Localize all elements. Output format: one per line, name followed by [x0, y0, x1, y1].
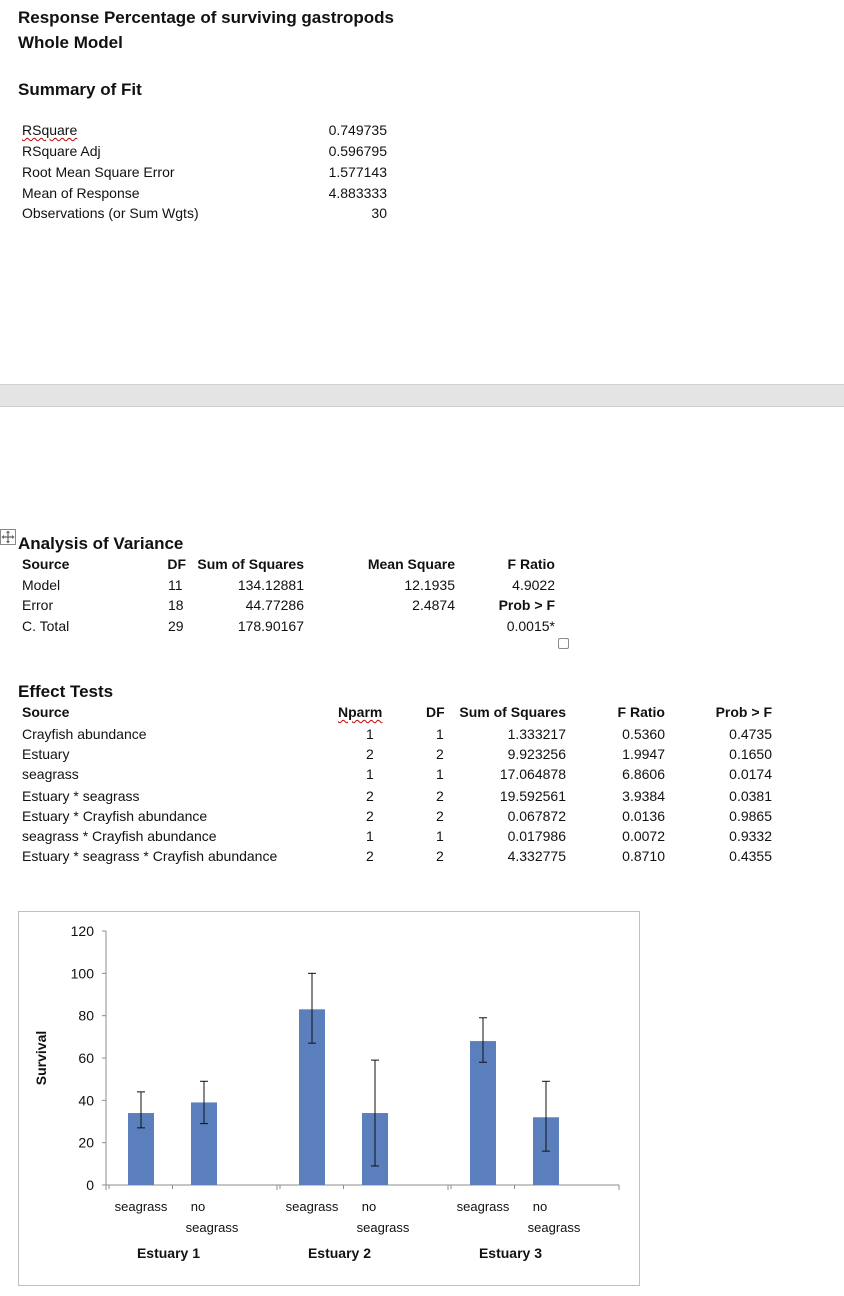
effect-ss: 17.064878 [499, 766, 566, 782]
effect-ss: 4.332775 [507, 848, 566, 864]
anova-ss-model: 134.12881 [237, 577, 304, 593]
anova-header-f: F Ratio [507, 556, 555, 572]
anova-header-ss: Sum of Squares [197, 556, 304, 572]
anova-df-model: 11 [168, 577, 183, 593]
effect-f: 3.9384 [622, 788, 665, 804]
fit-label-observations: Observations (or Sum Wgts) [22, 205, 199, 221]
anova-source-model: Model [22, 577, 61, 593]
effect-prob: 0.1650 [729, 746, 772, 762]
anova-heading: Analysis of Variance [18, 534, 184, 553]
effect-prob: 0.9332 [729, 828, 772, 844]
effect-f: 0.0072 [622, 828, 665, 844]
effect-source: Estuary [22, 746, 70, 762]
effect-prob: 0.4355 [729, 848, 772, 864]
effect-nparm: 1 [366, 766, 374, 782]
effect-df: 2 [436, 746, 444, 762]
fit-value-rsquare-adj: 0.596795 [328, 143, 387, 159]
anova-ss-error: 44.77286 [245, 597, 304, 613]
effect-nparm: 2 [366, 848, 374, 864]
move-handle-icon[interactable] [0, 529, 16, 545]
fit-label-rsquare: RSquare [22, 122, 78, 138]
effect-df: 1 [436, 828, 444, 844]
effect-header-f: F Ratio [617, 704, 665, 720]
effect-tests-heading: Effect Tests [18, 682, 114, 701]
group-label: Estuary 1 [136, 1245, 201, 1261]
fit-label-rsquare-adj: RSquare Adj [22, 143, 101, 159]
effect-source: Estuary * seagrass * Crayfish abundance [22, 848, 278, 864]
effect-f: 0.0136 [622, 808, 665, 824]
fit-value-observations: 30 [371, 205, 387, 221]
y-axis-title: Survival [33, 1030, 49, 1086]
effect-header-ss: Sum of Squares [459, 704, 566, 720]
effect-df: 2 [436, 808, 444, 824]
anova-source-ctotal: C. Total [22, 618, 70, 634]
effect-f: 6.8606 [622, 766, 665, 782]
anova-header-df: DF [167, 556, 186, 572]
effect-source: Estuary * Crayfish abundance [22, 808, 208, 824]
fit-label-rmse: Root Mean Square Error [22, 164, 175, 180]
effect-header-prob: Prob > F [715, 704, 772, 720]
fit-label-mean: Mean of Response [22, 185, 140, 201]
anova-header-ms: Mean Square [367, 556, 455, 572]
effect-header-df: DF [426, 704, 445, 720]
y-tick-label: 100 [70, 965, 94, 982]
summary-of-fit-heading: Summary of Fit [18, 80, 142, 99]
effect-ss: 9.923256 [507, 746, 566, 762]
anova-header-source: Source [22, 556, 70, 572]
effect-df: 2 [436, 788, 444, 804]
bar-label: no [361, 1199, 377, 1214]
effect-df: 1 [436, 766, 444, 782]
bar-label: no [532, 1199, 548, 1214]
effect-nparm: 1 [366, 726, 374, 742]
anova-prob-f-label: Prob > F [498, 597, 555, 613]
effect-f: 1.9947 [622, 746, 665, 762]
section-divider [0, 384, 844, 407]
anova-f-model: 4.9022 [512, 577, 555, 593]
y-tick-label: 40 [78, 1092, 94, 1109]
effect-source: Estuary * seagrass [22, 788, 140, 804]
fit-value-rsquare: 0.749735 [328, 122, 387, 138]
anova-ss-ctotal: 178.90167 [237, 618, 304, 634]
bar-label: seagrass [114, 1199, 168, 1214]
effect-prob: 0.0174 [729, 766, 772, 782]
group-label: Estuary 3 [478, 1245, 543, 1261]
anova-ms-error: 2.4874 [412, 597, 455, 613]
bar-label: no [190, 1199, 206, 1214]
anova-prob-f-value: 0.0015* [506, 618, 555, 634]
effect-nparm: 2 [366, 788, 374, 804]
effect-nparm: 2 [366, 808, 374, 824]
effect-f: 0.5360 [622, 726, 665, 742]
effect-f: 0.8710 [622, 848, 665, 864]
bar-label: seagrass [356, 1220, 410, 1235]
bar-label: seagrass [456, 1199, 510, 1214]
anova-df-ctotal: 29 [168, 618, 184, 634]
anova-ms-model: 12.1935 [404, 577, 455, 593]
effect-nparm: 1 [366, 828, 374, 844]
effect-ss: 1.333217 [507, 726, 566, 742]
effect-header-nparm: Nparm [338, 704, 383, 720]
group-label: Estuary 2 [307, 1245, 372, 1261]
effect-source: Crayfish abundance [22, 726, 147, 742]
effect-ss: 0.017986 [507, 828, 566, 844]
y-tick-label: 60 [78, 1050, 94, 1066]
effect-header-source: Source [22, 704, 70, 720]
effect-df: 2 [436, 848, 444, 864]
survival-chart-frame [18, 911, 640, 1286]
effect-prob: 0.4735 [729, 726, 772, 742]
y-tick-label: 20 [78, 1134, 94, 1151]
survival-bar-chart [19, 912, 639, 1285]
effect-nparm: 2 [366, 746, 374, 762]
effect-ss: 19.592561 [499, 788, 566, 804]
bar-label: seagrass [527, 1220, 581, 1235]
effect-ss: 0.067872 [507, 808, 566, 824]
effect-prob: 0.9865 [729, 808, 772, 824]
anova-source-error: Error [22, 597, 54, 613]
bar-label: seagrass [185, 1220, 239, 1235]
bar-label: seagrass [285, 1199, 339, 1214]
effect-df: 1 [436, 726, 444, 742]
report-subtitle: Whole Model [18, 33, 123, 52]
checkbox-icon[interactable] [558, 638, 569, 649]
anova-df-error: 18 [168, 597, 184, 613]
y-tick-label: 0 [86, 1177, 94, 1193]
y-tick-label: 120 [70, 923, 94, 939]
report-title: Response Percentage of surviving gastropods [18, 8, 394, 27]
effect-prob: 0.0381 [729, 788, 772, 804]
fit-value-mean: 4.883333 [328, 185, 387, 201]
fit-value-rmse: 1.577143 [328, 164, 387, 180]
y-tick-label: 80 [78, 1007, 94, 1024]
effect-source: seagrass * Crayfish abundance [22, 828, 217, 844]
effect-source: seagrass [22, 766, 79, 782]
